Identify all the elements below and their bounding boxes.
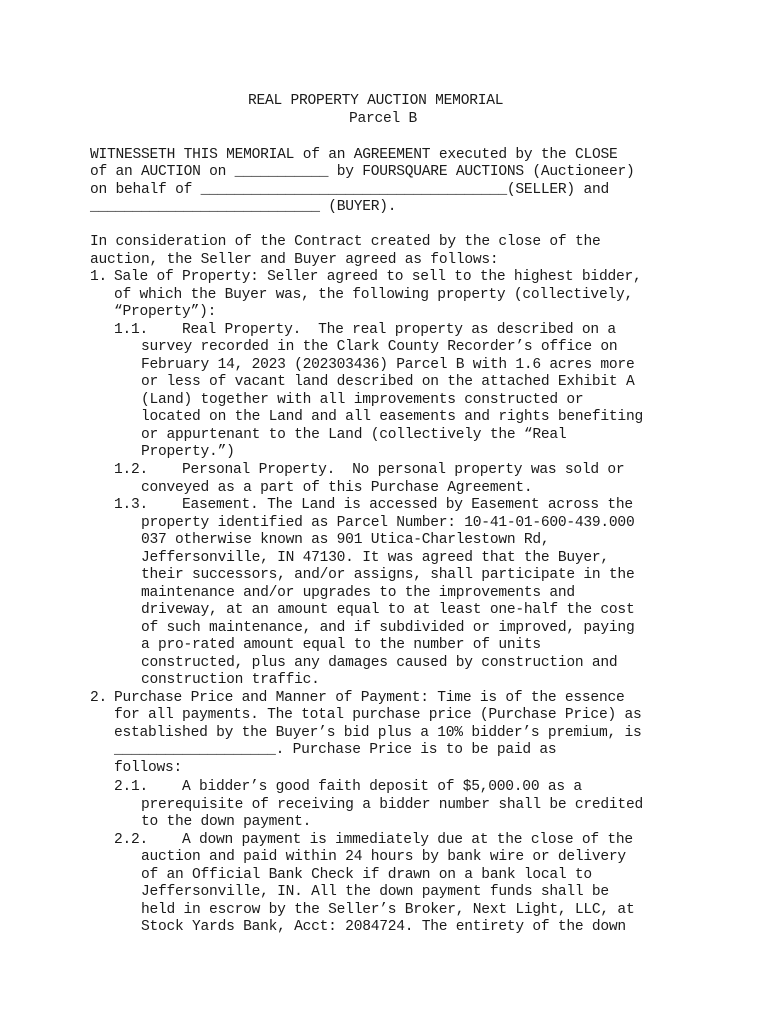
- subsection-line: driveway, at an amount equal to at least one-half the cost: [141, 602, 635, 618]
- subsection-line: located on the Land and all easements and rights benefiting: [141, 409, 643, 425]
- document-title: REAL PROPERTY AUCTION MEMORIAL: [248, 93, 504, 109]
- section-line: follows:: [114, 760, 183, 776]
- subsection-line: of an Official Bank Check if drawn on a bank local to: [141, 867, 592, 883]
- subsection-line: Personal Property. No personal property was sold or: [182, 462, 625, 478]
- subsection-line: to the down payment.: [141, 814, 312, 830]
- subsection-line: Easement. The Land is accessed by Easement across the: [182, 497, 633, 513]
- witness-line: on behalf of ____________________________________(SELLER) and: [90, 182, 609, 198]
- subsection-line: 037 otherwise known as 901 Utica-Charlestown Rd,: [141, 532, 550, 548]
- section-number: 1.: [90, 269, 108, 285]
- subsection-line: a pro-rated amount equal to the number of units: [141, 637, 541, 653]
- document-subtitle: Parcel B: [349, 111, 418, 127]
- subsection-line: maintenance and/or upgrades to the improvements and: [141, 585, 575, 601]
- subsection-line: property identified as Parcel Number: 10-41-01-600-439.000: [141, 515, 635, 531]
- subsection-line: A bidder’s good faith deposit of $5,000.00 as a: [182, 779, 582, 795]
- subsection-line: (Land) together with all improvements constructed or: [141, 392, 584, 408]
- subsection-line: Jeffersonville, IN 47130. It was agreed that the Buyer,: [141, 550, 609, 566]
- subsection-line: survey recorded in the Clark County Recorder’s office on: [141, 339, 618, 355]
- subsection-line: of such maintenance, and if subdivided or improved, paying: [141, 620, 635, 636]
- subsection-number: 1.3.: [114, 497, 149, 513]
- section-line: Sale of Property: Seller agreed to sell to the highest bidder,: [114, 269, 642, 285]
- witness-line: of an AUCTION on ___________ by FOURSQUARE AUCTIONS (Auctioneer): [90, 164, 635, 180]
- section-line: of which the Buyer was, the following property (collectively,: [114, 287, 633, 303]
- subsection-number: 2.1.: [114, 779, 149, 795]
- subsection-line: Real Property. The real property as described on a: [182, 322, 616, 338]
- subsection-number: 1.2.: [114, 462, 149, 478]
- intro-line: In consideration of the Contract created by the close of the: [90, 234, 601, 250]
- subsection-line: held in escrow by the Seller’s Broker, Next Light, LLC, at: [141, 902, 635, 918]
- subsection-line: Property.”): [141, 444, 235, 460]
- subsection-number: 1.1.: [114, 322, 149, 338]
- subsection-line: A down payment is immediately due at the close of the: [182, 832, 633, 848]
- subsection-line: Jeffersonville, IN. All the down payment funds shall be: [141, 884, 609, 900]
- subsection-line: constructed, plus any damages caused by construction and: [141, 655, 618, 671]
- section-line: established by the Buyer’s bid plus a 10% bidder’s premium, is: [114, 725, 642, 741]
- section-line: Purchase Price and Manner of Payment: Time is of the essence: [114, 690, 625, 706]
- witness-line: ___________________________ (BUYER).: [90, 199, 397, 215]
- subsection-line: or less of vacant land described on the attached Exhibit A: [141, 374, 635, 390]
- subsection-line: February 14, 2023 (202303436) Parcel B with 1.6 acres more: [141, 357, 635, 373]
- section-number: 2.: [90, 690, 108, 706]
- subsection-line: their successors, and/or assigns, shall participate in the: [141, 567, 635, 583]
- section-line: “Property”):: [114, 304, 217, 320]
- intro-line: auction, the Seller and Buyer agreed as follows:: [90, 252, 499, 268]
- subsection-line: construction traffic.: [141, 672, 320, 688]
- subsection-line: Stock Yards Bank, Acct: 2084724. The entirety of the down: [141, 919, 626, 935]
- subsection-line: auction and paid within 24 hours by bank wire or delivery: [141, 849, 626, 865]
- subsection-line: conveyed as a part of this Purchase Agreement.: [141, 480, 533, 496]
- subsection-line: or appurtenant to the Land (collectively the “Real: [141, 427, 567, 443]
- section-line: ___________________. Purchase Price is to be paid as: [114, 742, 557, 758]
- witness-line: WITNESSETH THIS MEMORIAL of an AGREEMENT executed by the CLOSE: [90, 147, 618, 163]
- section-line: for all payments. The total purchase price (Purchase Price) as: [114, 707, 642, 723]
- subsection-number: 2.2.: [114, 832, 149, 848]
- subsection-line: prerequisite of receiving a bidder number shall be credited: [141, 797, 643, 813]
